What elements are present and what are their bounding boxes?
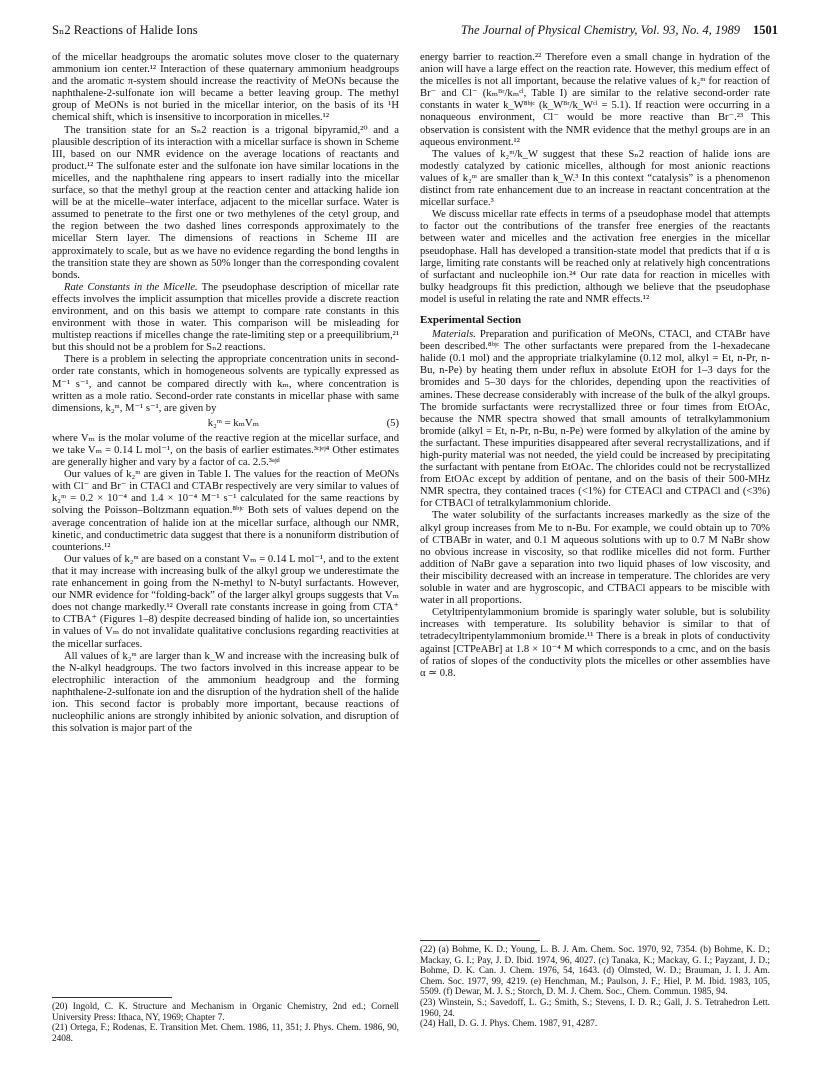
footnote-divider [52, 997, 172, 998]
paragraph [52, 282, 399, 355]
run-in-heading: Materials. [432, 329, 476, 341]
paragraph-text: The pseudophase description of micellar rate effects involves the implicit assumption that micelles provide a discrete reaction environment, and on this basis we attempt to compare rate constants in this environment with those in water. This comparison will be misleading for multistep reactions if micelles change the rate-limiting step or a preequilibrium,²¹ but this should not be a problem for Sₙ2 reactions. [52, 281, 400, 354]
footnote-divider [420, 940, 540, 941]
paragraph: The water solubility of the surfactants increases markedly as the size of the alkyl group increases from Me to n-Bu. For example, we could obtain up to 70% of CTBABr in water, and 0.1 M aqueous solutions with up to 0.7 M NaBr show no obvious increase in viscosity, so that rodlike micelles did not form. Further addition of NaBr gave a separation into two liquid phases of low viscosity, and their miscibility decreased with an increase in temperature. The chlorides are very soluble in water and are hygroscopic, and CTBACl appears to be miscible with water in all proportions. [420, 510, 770, 607]
equation-5 [52, 418, 399, 430]
paragraph: Our values of k₂ᵐ are based on a constant Vₘ = 0.14 L mol⁻¹, and to the extent that it may increase with increasing bulk of the alkyl group we underestimate the rate enhancement in going from the N-methyl to N-butyl surfactants. However, our NMR evidence for “folding-back” of the larger alkyl groups suggests that Vₘ does not change markedly.¹² Overall rate constants increase in going from CTA⁺ to CTBA⁺ (Figures 1–8) despite decreased binding of halide ion, so uncertainties in values of Vₘ do not invalidate qualitative conclusions regarding reactivities at the micellar surfaces. [52, 553, 399, 650]
paragraph: Our values of k₂ᵐ are given in Table I. The values for the reaction of MeONs with Cl⁻ and Br⁻ in CTACl and CTABr respectively are very similar to values of k₂ᵐ = 0.2 × 10⁻⁴ and 1.4 × 10⁻⁴ M⁻¹ s⁻¹ calculated for the same reactions by solving the Poisson–Boltzmann equation.⁸ᵇʲᶜ Both sets of values depend on the average concentration of halide ion at the micellar surface, although our NMR, kinetic, and conductimetric data suggest that there is a nonuniform distribution of counterions.¹² [52, 469, 399, 553]
paragraph [420, 329, 770, 510]
footnote: (23) Winstein, S.; Savedoff, L. G.; Smith, S.; Stevens, I. D. R.; Gall, J. S. Tetrahedron Lett. 1960, 24. [420, 997, 770, 1019]
running-title: Sₙ2 Reactions of Halide Ions [52, 23, 198, 37]
footnotes-left [52, 1002, 399, 1044]
run-in-heading: Rate Constants in the Micelle. [64, 281, 198, 293]
right-column [420, 52, 770, 680]
paragraph: There is a problem in selecting the appropriate concentration units in second-order rate constants, which in homogeneous solvents are typically expressed as M⁻¹ s⁻¹, and cannot be compared directly with kₘ, where concentration is written as a mole ratio. Second-order rate constants in micellar phase with same dimensions, k₂ᵐ, M⁻¹ s⁻¹, are given by [52, 354, 399, 414]
equation-body: k₂ᵐ = kₘVₘ [207, 417, 260, 429]
paragraph: The transition state for an Sₙ2 reaction is a trigonal bipyramid,²⁰ and a plausible description of its interaction with a micellar surface is shown in Scheme III, based on our NMR evidence on the average locations of reactants and product.¹² The sulfonate ester and the sulfonate ion have similar locations in the micelles, and the naphthalene ring appears to insert radially into the micellar surface, so that the methyl group at the reaction center and attacking halide ion will be at the micelle–water interface, adjacent to the micellar surface. Water is assumed to penetrate to the first one or two methylenes of the cetyl group, and the region between the two dashed lines corresponds approximately to the micellar Stern layer. The dimensions of reactions in Scheme III are approximately to scale, but as we have no evidence regarding the bond lengths in the transition state they are shown as 50% longer than the corresponding covalent bonds. [52, 124, 399, 281]
paragraph: energy barrier to reaction.²² Therefore even a small change in hydration of the anion will have a large effect on the reaction rate. However, this medium effect of the micelles is not all important, because the relative values of k₂ᵐ for reaction of Br⁻ and Cl⁻ (kₘᴮʳ/kₘᶜˡ, Table I) are similar to the relative second-order rate constants in water k_W⁸ᵇʲᶜ (k_Wᴮʳ/k_Wᶜˡ = 5.1). If reaction were occurring in a nonaqueous environment, Cl⁻ would be more reactive than Br⁻.²³ This observation is consistent with the NMR evidence that the methyl groups are in an aqueous environment.¹² [420, 52, 770, 148]
paragraph-text: Preparation and purification of MeONs, CTACl, and CTABr have been described.⁸ᵇʲᶜ The other surfactants were prepared from the 1-hexadecane halide (0.1 mol) and the appropriate trialkylamine (0.12 mol, alkyl = Et, n-Pr, n-Bu, n-Pe) by heating them under reflux in absolute EtOH for 1–3 days for the bromides and 5–30 days for the chlorides, depending upon the reactivities of amines. These decrease considerably with increase of the bulk of the alkyl groups. The bromide surfactants were recrystallized three or four times from EtOAc, because the NMR spectra showed that small amounts of tetralkylammonium bromide (alkyl = Et, n-Pr, n-Bu, n-Pe) were formed by alkylation of the amine by the surfactant. These impurities disappeared after several recrystallizations, and if high-purity material was not needed, the yield could be increased by precipitating the surfactant with pentane from EtOAc. The chlorides could not be recrystallized from EtOAc except by addition of pentane, and on the basis of their 500-MHz NMR spectra, they contained traces (<1%) for CTEACl and CTPACl and (<3%) for CTBACl of tetralkylammonium chloride. [420, 329, 770, 510]
paragraph: Cetyltripentylammonium bromide is sparingly water soluble, but is solubility increases with temperature. Its solubility behavior is similar to that of tetradecyltripentylammonium bromide.¹¹ There is a break in plots of conductivity against [CTPeABr] at 1.8 × 10⁻⁴ M which corresponds to a cmc, and on the basis of ratios of slopes of the conductivity plots the micelles or other assemblies have α ≃ 0.8. [420, 607, 770, 679]
footnote: (21) Ortega, F.; Rodenas, E. Transition Met. Chem. 1986, 11, 351; J. Phys. Chem. 1986, 90, 2408. [52, 1023, 399, 1044]
page-number: 1501 [753, 23, 778, 37]
journal-citation: The Journal of Physical Chemistry, Vol. 93, No. 4, 1989 [460, 23, 740, 37]
paragraph: where Vₘ is the molar volume of the reactive region at the micellar surface, and we take Vₘ = 0.14 L mol⁻¹, on the basis of earlier estimates.³ᶜʲᵉʲ⁴ Other estimates are generally higher and vary by a factor of ca. 2.5.³ᵃʲᵈ [52, 432, 399, 469]
paragraph: All values of k₂ᵐ are larger than k_W and increase with the increasing bulk of the N-alkyl headgroups. The two factors involved in this increase appear to be electrophilic interaction of the ammonium headgroup and the forming naphthalene-2-sulfonate ion and the disruption of the hydration shell of the halide ion. This second factor is probably more important, because reactions of nucleophilic anions are strongly inhibited by anionic solvation, and disruption of this solvation is major part of the [52, 650, 399, 735]
footnote: (22) (a) Bohme, K. D.; Young, L. B. J. Am. Chem. Soc. 1970, 92, 7354. (b) Bohme, K. D.; Mackay, G. I.; Pay, J. D. Ibid. 1974, 96, 4027. (c) Tanaka, K.; Mackay, G. I.; Payzant, J. D.; Bohme, D. K. Can. J. Chem. 1976, 54, 1643. (d) Olmsted, W. D.; Brauman, J. I. J. Am. Chem. Soc. 1977, 99, 4219. (e) Henchman, M.; Paulson, J. F.; Hiel, P. M. Ibid. 1983, 105, 5509. (f) Dewar, M. J. S.; Storch, D. M. J. Chem. Soc., Chem. Commun. 1985, 94. [420, 945, 770, 998]
running-header [52, 22, 778, 38]
paragraph: of the micellar headgroups the aromatic solutes move closer to the quaternary ammonium ion center.¹² Interaction of these quaternary ammonium headgroups and the aromatic π-system should increase the reactivity of MeONs because the naphthalene-2-sulfonate ion will became a better leaving group. The methyl group of MeONs is not buried in the micellar interior, on the basis of its ¹H chemical shift, which is insensitive to incorporation in micelles.¹² [52, 52, 399, 124]
paragraph: The values of k₂ᵐ/k_W suggest that these Sₙ2 reaction of halide ions are modestly catalyzed by cationic micelles, although for most anionic reactions values of k₂ᵐ are smaller than k_W.³ In this context “catalysis” is a phenomenon distinct from rate enhancement due to an increase in reactant concentration at the micellar surface.³ [420, 148, 770, 209]
footnotes-right [420, 945, 770, 1030]
footnote: (20) Ingold, C. K. Structure and Mechanism in Organic Chemistry, 2nd ed.; Cornell University Press: Ithaca, NY, 1969; Chapter 7. [52, 1002, 399, 1023]
equation-number: (5) [386, 417, 399, 429]
section-heading: Experimental Section [420, 313, 522, 326]
footnote: (24) Hall, D. G. J. Phys. Chem. 1987, 91, 4287. [420, 1019, 598, 1030]
left-column [52, 52, 399, 735]
paragraph: We discuss micellar rate effects in terms of a pseudophase model that attempts to factor out the contributions of the transfer free energies of the reactants between water and micelles and the activation free energies in the micellar pseudophase. Hall has developed a transition-state model that predicts that if α is large, limiting rate constants will be reached only at relatively high concentrations of surfactant and nucleophile ion.²⁴ Our rate data for reaction in micelles with bulky headgroups fit this prediction, although we believe that the pseudophase model is useful in relating the rate and NMR effects.¹² [420, 209, 770, 305]
